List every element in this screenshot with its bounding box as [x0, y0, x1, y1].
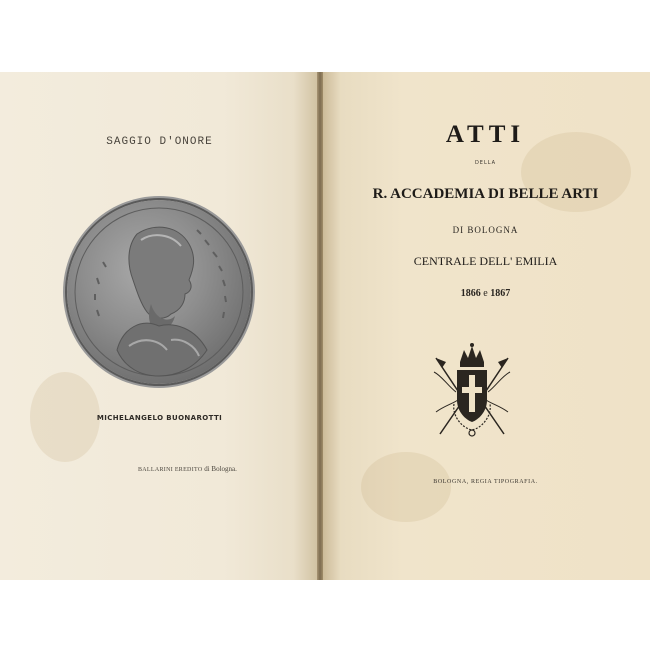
imprint: BOLOGNA, REGIA TIPOGRAFIA.: [433, 479, 538, 485]
medal-relief: [67, 200, 251, 384]
open-book: [0, 72, 650, 580]
title-della: DELLA: [474, 160, 497, 166]
academy-city: DI BOLOGNA: [452, 225, 519, 235]
year-end: 1867: [490, 288, 511, 299]
engraver-credit: [138, 465, 237, 473]
year-start: 1866: [460, 288, 481, 299]
royal-crest-icon: [430, 342, 514, 438]
credit-name: BALLARINI EREDITO: [138, 467, 203, 473]
publication-years: [321, 288, 650, 299]
credit-place: di Bologna.: [204, 465, 237, 473]
left-page-heading: SAGGIO D'ONORE: [106, 136, 213, 148]
medal-portrait-icon: [67, 200, 251, 384]
year-joiner: e: [483, 288, 488, 299]
academy-subtitle: CENTRALE DELL' EMILIA: [413, 254, 558, 268]
academy-name: R. ACCADEMIA DI BELLE ARTI: [372, 186, 599, 202]
paper-stain: [361, 452, 451, 522]
medal-caption: MICHELANGELO BUONAROTTI: [96, 414, 223, 422]
page-title: ATTI: [445, 121, 526, 148]
